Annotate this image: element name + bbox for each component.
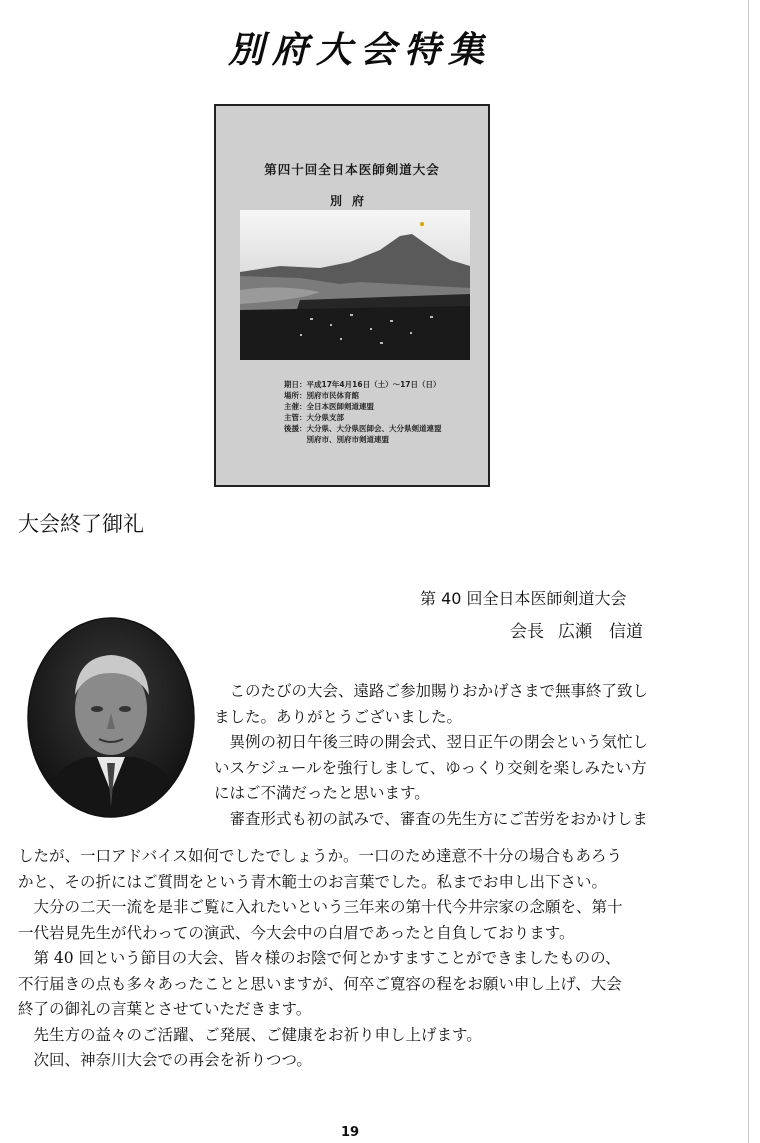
body-line: このたびの大会、遠路ご参加賜りおかげさまで無事終了致し bbox=[214, 682, 649, 700]
poster-info-line: 場所：別府市民体育館 bbox=[284, 391, 359, 400]
body-line: かと、その折にはご質問をという青木範士のお言葉でした。私までお申し出下さい。 bbox=[18, 872, 608, 891]
body-line: 審査形式も初の試みで、審査の先生方にご苦労をおかけしま bbox=[214, 809, 648, 828]
body-line: いスケジュールを強行しまして、ゆっくり交剣を楽しみたい方 bbox=[214, 758, 647, 777]
author-name: 広瀬 信道 bbox=[558, 622, 643, 642]
author-line bbox=[510, 617, 657, 642]
page-title: 別府大会特集 bbox=[227, 30, 492, 71]
page-edge-line bbox=[748, 0, 749, 1143]
poster-info-line: 主催：全日本医師剣道連盟 bbox=[284, 402, 374, 411]
author-organization: 第 40 回全日本医師剣道大会 bbox=[420, 589, 627, 608]
body-line: 次回、神奈川大会での再会を祈りつつ。 bbox=[18, 1051, 312, 1069]
poster-title: 第四十回全日本医師剣道大会 bbox=[264, 162, 440, 177]
body-line: 一代岩見先生が代わっての演武、今大会中の白眉であったと自負しております。 bbox=[18, 923, 575, 942]
poster-info-line: 後援：大分県、大分県医師会、大分県剣道連盟 bbox=[284, 424, 442, 433]
poster-info-line: 期日：平成17年4月16日（土）～17日（日） bbox=[284, 380, 441, 389]
body-text-full bbox=[18, 844, 698, 1074]
poster-info-line: 主管：大分県支部 bbox=[284, 413, 344, 422]
author-portrait bbox=[27, 617, 195, 818]
body-line: 異例の初日午後三時の開会式、翌日正午の閉会という気忙し bbox=[214, 733, 649, 751]
body-line: にはご不満だったと思います。 bbox=[214, 784, 430, 802]
body-line: 終了の御礼の言葉とさせていただきます。 bbox=[18, 1000, 312, 1018]
beppu-landscape-photo bbox=[240, 210, 470, 360]
body-line: ました。ありがとうございました。 bbox=[214, 707, 463, 726]
poster-city: 別府 bbox=[329, 194, 374, 208]
body-line: したが、一口アドバイス如何でしたでしょうか。一口のため達意不十分の場合もあろう bbox=[18, 847, 623, 865]
page-number: 19 bbox=[340, 1125, 360, 1140]
body-line: 第 40 回という節目の大会、皆々様のお陰で何とかすますことができましたものの、 bbox=[18, 949, 621, 967]
author-position: 会長 bbox=[510, 622, 544, 642]
poster-info-line: 別府市、別府市剣道連盟 bbox=[284, 435, 389, 444]
poster-event-info bbox=[284, 379, 484, 445]
body-line: 先生方の益々のご活躍、ご発展、ご健康をお祈り申し上げます。 bbox=[18, 1025, 482, 1044]
body-text-right bbox=[214, 679, 694, 832]
body-line: 不行届きの点も多々あったことと思いますが、何卒ご寛容の程をお願い申し上げ、大会 bbox=[18, 974, 622, 993]
body-line: 大分の二天一流を是非ご覧に入れたいという三年来の第十代今井宗家の念願を、第十 bbox=[18, 898, 623, 916]
event-poster bbox=[214, 104, 490, 487]
article-subtitle: 大会終了御礼 bbox=[18, 512, 144, 536]
